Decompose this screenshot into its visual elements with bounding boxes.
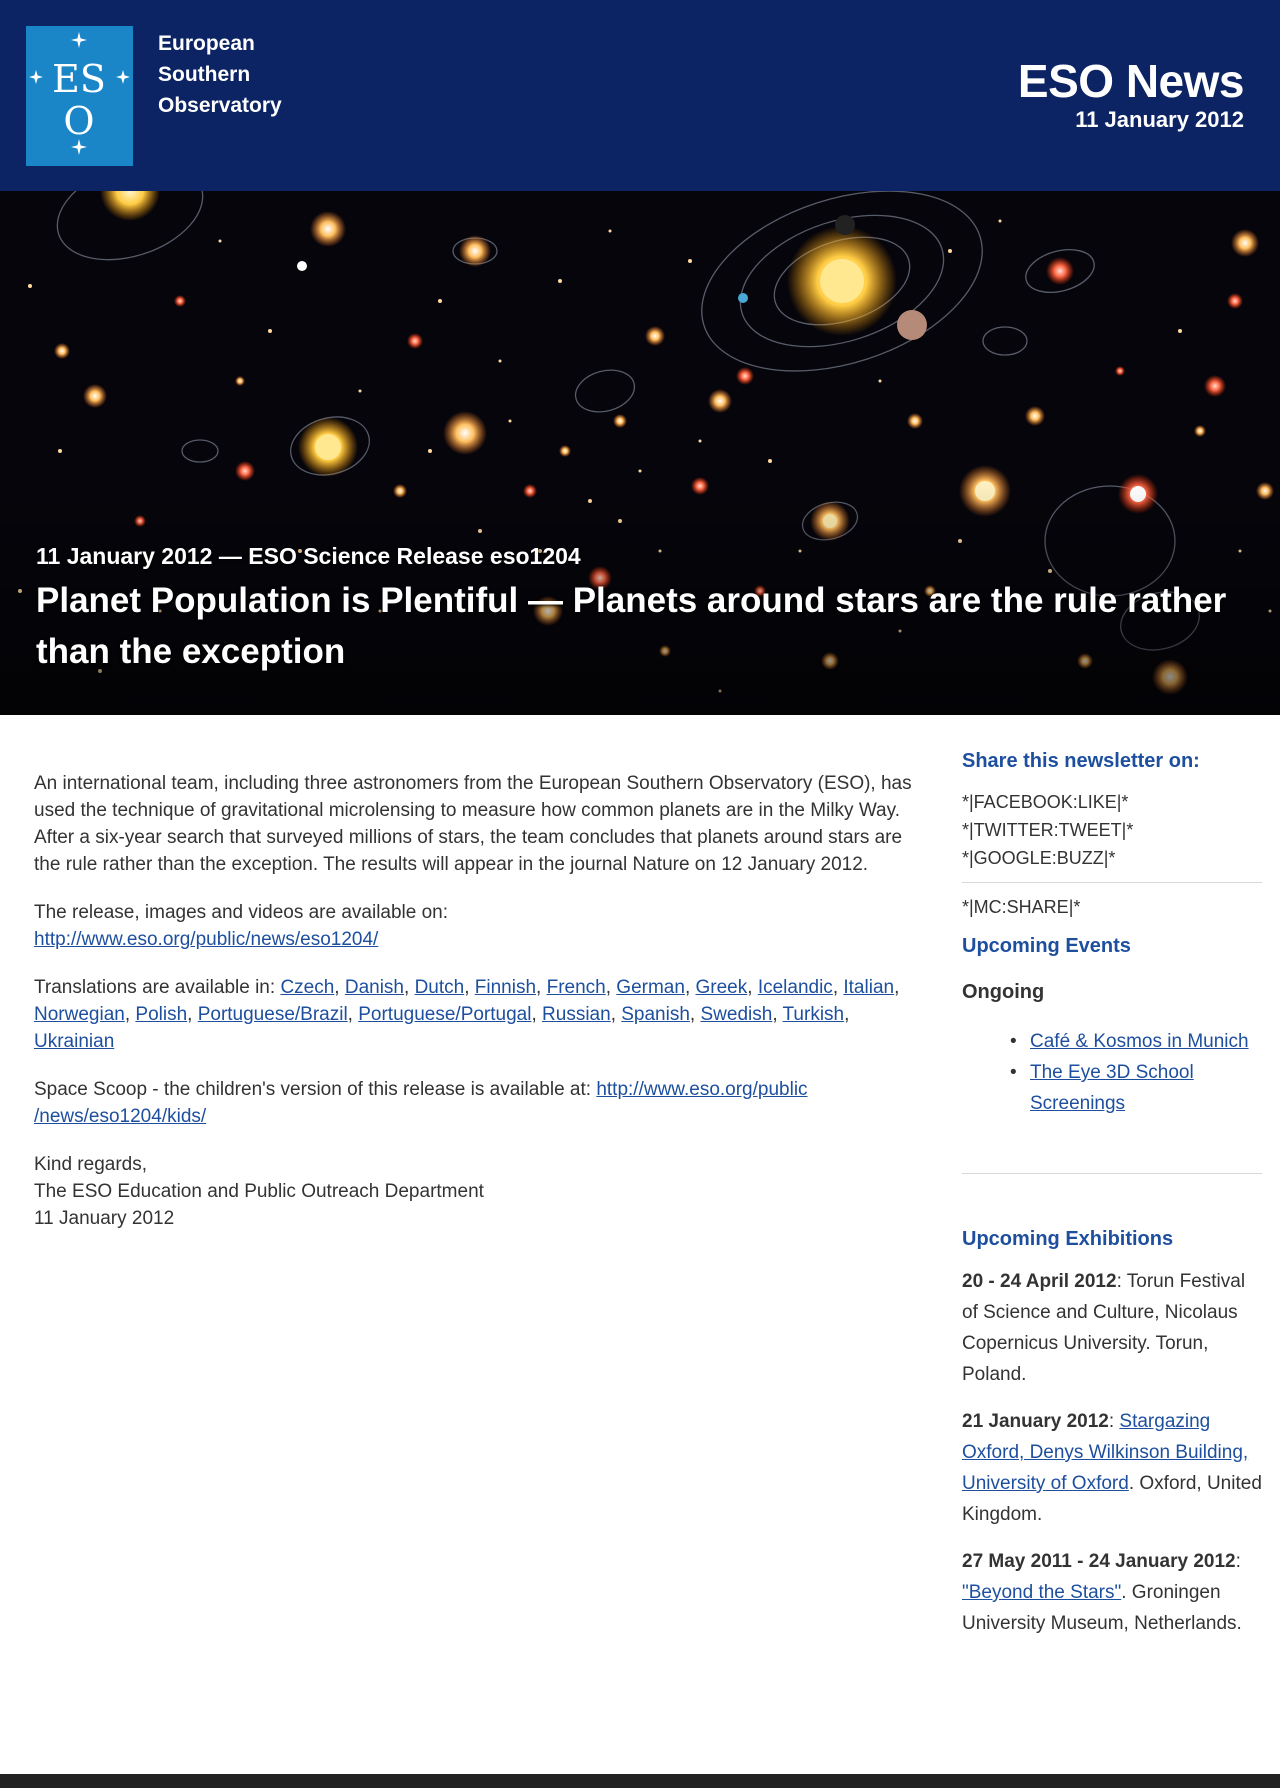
scoop-link-part-2: /news/eso1204/kids/ <box>34 1106 207 1127</box>
list-item <box>1030 1026 1262 1057</box>
exhibition-date: 21 January 2012 <box>962 1411 1109 1432</box>
sidebar <box>962 748 1262 1655</box>
exhibition-item <box>962 1266 1262 1390</box>
translation-link-ukrainian[interactable]: Ukrainian <box>34 1031 115 1052</box>
newsletter-date: 11 January 2012 <box>1075 107 1244 132</box>
translation-link-danish[interactable]: Danish <box>344 977 405 998</box>
signature-date: 11 January 2012 <box>34 1208 175 1229</box>
event-link-cafe-kosmos[interactable]: Café & Kosmos in Munich <box>1030 1031 1249 1052</box>
share-google[interactable]: *|GOOGLE:BUZZ|* <box>962 848 1116 868</box>
svg-text:O: O <box>63 99 95 143</box>
translations-paragraph <box>34 974 914 1055</box>
translation-link-finnish[interactable]: Finnish <box>474 977 537 998</box>
events-list <box>962 1026 1262 1119</box>
translation-link-french[interactable]: French <box>546 977 606 998</box>
mc-share[interactable]: *|MC:SHARE|* <box>962 897 1081 917</box>
translation-link-portuguese-brazil[interactable]: Portuguese/Brazil <box>197 1004 348 1025</box>
share-list <box>962 788 1262 872</box>
logo-letters: ES <box>52 57 106 101</box>
share-facebook[interactable]: *|FACEBOOK:LIKE|* <box>962 792 1129 812</box>
header-banner <box>0 0 1280 191</box>
hero-image[interactable] <box>0 191 1280 715</box>
signature <box>34 1151 914 1232</box>
divider <box>962 1173 1262 1174</box>
exhibitions-heading: Upcoming Exhibitions <box>962 1228 1174 1250</box>
release-title[interactable]: Planet Population is Plentiful — Planets around stars are the rule rather than the exception <box>36 581 1227 671</box>
share-heading: Share this newsletter on: <box>962 750 1200 772</box>
exhibition-text: . Oxford, United Kingdom. <box>962 1473 1262 1525</box>
exhibitions-list <box>962 1266 1262 1639</box>
translation-link-norwegian[interactable]: Norwegian <box>34 1004 125 1025</box>
intro-paragraph: An international team, including three astronomers from the European Southern Observatory (ESO), has used the technique of gravitational microlensing to measure how common planets are in the Milky Way. After a six-year search that surveyed millions of stars, the team concludes that planets around stars are the rule rather than the exception. The results will appear in the journal Nature on 12 January 2012. <box>34 773 912 875</box>
newsletter-title: ESO News <box>1017 55 1244 107</box>
translation-link-german[interactable]: German <box>616 977 685 998</box>
divider <box>962 882 1262 883</box>
translation-link-portuguese-portugal[interactable]: Portuguese/Portugal <box>358 1004 532 1025</box>
translation-link-italian[interactable]: Italian <box>843 977 895 998</box>
scoop-link-part-1: http://www.eso.org/public <box>596 1079 808 1100</box>
scoop-paragraph <box>34 1076 914 1130</box>
exhibition-item: 27 May 2011 - 24 January 2012: "Beyond the Stars". Groningen University Museum, Netherlands. <box>962 1551 1242 1634</box>
exhibition-date: 20 - 24 April 2012 <box>962 1271 1117 1292</box>
translation-link-icelandic[interactable]: Icelandic <box>757 977 833 998</box>
share-twitter[interactable]: *|TWITTER:TWEET|* <box>962 820 1134 840</box>
translation-link-russian[interactable]: Russian <box>542 1004 611 1025</box>
newsletter-title-block <box>1018 55 1244 133</box>
translation-link-czech[interactable]: Czech <box>280 977 335 998</box>
translation-link-polish[interactable]: Polish <box>135 1004 188 1025</box>
translation-link-dutch[interactable]: Dutch <box>414 977 465 998</box>
main-content <box>34 770 914 1253</box>
translations-label: Translations are available in: <box>34 977 276 998</box>
exhibition-link-beyond-the-stars[interactable]: "Beyond the Stars" <box>962 1582 1122 1603</box>
translation-link-spanish[interactable]: Spanish <box>621 1004 690 1025</box>
eso-logo-icon <box>26 26 133 166</box>
exhibition-text: . Groningen University Museum, Netherlands. <box>962 1582 1242 1634</box>
footer-bar <box>0 1774 1280 1788</box>
translation-link-greek[interactable]: Greek <box>695 977 748 998</box>
department: The ESO Education and Public Outreach Department <box>34 1181 484 1202</box>
event-link-eye-3d[interactable]: The Eye 3D School Screenings <box>1030 1062 1194 1114</box>
org-line-1: European <box>158 32 255 55</box>
hero-caption <box>36 541 1246 677</box>
ongoing-label: Ongoing <box>962 981 1045 1003</box>
events-heading: Upcoming Events <box>962 935 1131 957</box>
exhibition-text: : Torun Festival of Science and Culture, Nicolaus Copernicus University. Torun, Poland. <box>962 1271 1246 1385</box>
translation-link-swedish[interactable]: Swedish <box>700 1004 773 1025</box>
exhibition-link-stargazing-oxford[interactable]: Stargazing Oxford, Denys Wilkinson Building, University of Oxford <box>962 1411 1249 1494</box>
translations-list: Czech, Danish, Dutch, Finnish, French, German, Greek, Icelandic, Italian, Norwegian, Polish, Portuguese/Brazil, Portuguese/Portugal, Russian, Spanish, Swedish, Turkish, Ukrainian <box>34 977 900 1052</box>
list-item <box>1030 1057 1262 1119</box>
org-line-3: Observatory <box>158 94 282 117</box>
translation-link-turkish[interactable]: Turkish <box>782 1004 845 1025</box>
release-meta: 11 January 2012 — ESO Science Release eso1204 <box>36 543 581 569</box>
regards: Kind regards, <box>34 1154 148 1175</box>
scoop-text: Space Scoop - the children's version of this release is available at: <box>34 1079 592 1100</box>
release-paragraph <box>34 899 914 953</box>
org-name <box>158 28 282 121</box>
org-line-2: Southern <box>158 63 251 86</box>
exhibition-item: 21 January 2012: Stargazing Oxford, Denys Wilkinson Building, University of Oxford. Oxford, United Kingdom. <box>962 1411 1262 1525</box>
release-link[interactable]: http://www.eso.org/public/news/eso1204/ <box>34 929 379 950</box>
release-text: The release, images and videos are available on: <box>34 902 449 923</box>
eso-logo[interactable] <box>26 26 133 166</box>
exhibition-date: 27 May 2011 - 24 January 2012 <box>962 1551 1236 1572</box>
